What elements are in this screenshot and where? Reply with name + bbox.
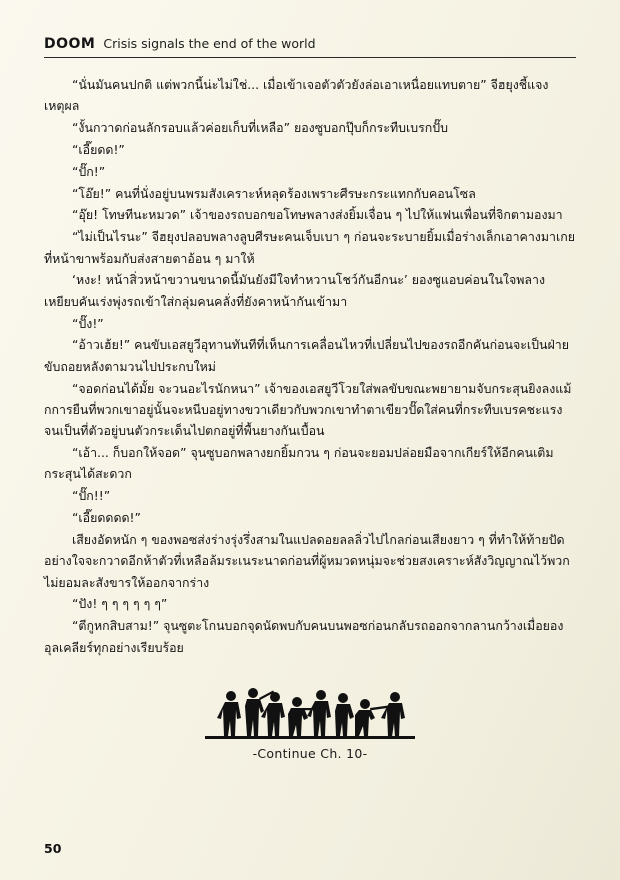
paragraph: “จอดก่อนได้มั้ย จะวนอะไรนักหนา” เจ้าของเอสยูวีโวยใส่พลขับขณะพยายามจับกระสุนยิงลงแม้กการยืนที่พวกเขาอยู่นั้นจะหนีบอยู่ทางขวาเดียวกับพวกเขาทำตาเขียวปั๊ดใส่คนที่กระทืบเบรคชะแรงจนเป็นที่ตัวอยู่บนตัวกระเด็นไปตกอยู่ที่พื้นยางกันเบื้อน xyxy=(44,380,572,439)
paragraph: ‘หงะ! หน้าสิ่วหน้าขวานขนาดนี้มันยังมีใจทำหวานโชว์กันอีกนะ’ ยองซูแอบค่อนในใจพลางเหยียบคันเร่งพุ่งรถเข้าใส่กลุ่มคนคลั่งที่ยังคาหน้ากันเข้ามา xyxy=(44,272,545,309)
page-number: 50 xyxy=(44,841,62,856)
paragraph: “นั่นมันคนปกติ แต่พวกนี้น่ะไม่ใช่... เมื่อเข้าเจอตัวตัวยังล่อเอาเหนื่อยแทบตาย” จีฮยุงชี้แจงเหตุผล xyxy=(44,77,549,114)
paragraph: “อ้าวเฮ้ย!” คนขับเอสยูวีอุทานทันทีที่เห็นการเคลื่อนไหวที่เปลี่ยนไปของรถอีกคันก่อนจะเป็นฝ่ายขับถอยหลังตามวนไปประกบใหม่ xyxy=(44,337,569,374)
paragraph: “เอ้า... ก็บอกให้จอด” จุนซูบอกพลางยกยิ้มกวน ๆ ก่อนจะยอมปล่อยมือจากเกียร์ให้อีกคนเติมกระสุนได้สะดวก xyxy=(44,445,554,482)
paragraph: “ไม่เป็นไรนะ” จีฮยุงปลอบพลางลูบศีรษะคนเจ็บเบา ๆ ก่อนจะระบายยิ้มเมื่อร่างเล็กเอาคางมาเกยที่หน้าขาพร้อมกับส่งสายตาอ้อน ๆ มาให้ xyxy=(44,229,575,266)
book-brand: DOOM xyxy=(44,36,96,52)
page-header xyxy=(44,36,576,58)
paragraph: “เอี๊ยดดดด!” xyxy=(72,510,141,526)
paragraph: “ปั๊ก!” xyxy=(72,163,106,179)
paragraph: “งั้นกวาดก่อนลักรอบแล้วค่อยเก็บที่เหลือ” ยองซูบอกปุ๊บก็กระทืบเบรกปั๊บ xyxy=(72,120,449,136)
paragraph: “เอี๊ยดด!” xyxy=(72,141,125,157)
paragraph: “อุ๊ย! โทษทีนะหมวด” เจ้าของรถบอกขอโทษพลางส่งยิ้มเจื่อน ๆ ไปให้แฟนเพื่อนที่จิกตามองมา xyxy=(72,207,563,223)
paragraph: “ปั๊ก!!” xyxy=(72,488,111,504)
paragraph: “ปั๊ง!” xyxy=(72,315,104,331)
soldiers-silhouette-icon xyxy=(205,684,415,742)
page-body xyxy=(44,74,576,658)
paragraph: “ตีกูหกสิบสาม!” จุนซูตะโกนบอกจุดนัดพบกับคนบนพอซก่อนกลับรถออกจากลานกว้างเมื่อยองอุลเคลียร์ทุกอย่างเรียบร้อย xyxy=(44,618,564,655)
continue-label: -Continue Ch. 10- xyxy=(252,745,368,761)
chapter-title: Crisis signals the end of the world xyxy=(103,36,316,51)
paragraph: “โอ๊ย!” คนที่นั่งอยู่บนพรมสังเคราะห์หลุดร้องเพราะศีรษะกระแทกกับคอนโซล xyxy=(72,185,476,201)
paragraph: เสียงอัดหนัก ๆ ของพอซส่งร่างรุ่งรึ่งสามในแปลดอยลลลิ่วไปไกลก่อนเสียงยาว ๆ ที่ทำให้ท้ายปัดอย่างใจจะกวาดอีกห้าตัวที่เหลือล้มระเนระนาดก่อนที่ผู้หมวดหนุ่มจะช่วยสงเคราะห์สังวิญญาณไว้พวกไม่ยอมละสังขารให้ออกจากร่าง xyxy=(44,531,570,590)
paragraph: “ปัง! ๆ ๆ ๆ ๆ ๆ ๆ” xyxy=(72,596,168,612)
chapter-end-figure xyxy=(44,684,576,761)
